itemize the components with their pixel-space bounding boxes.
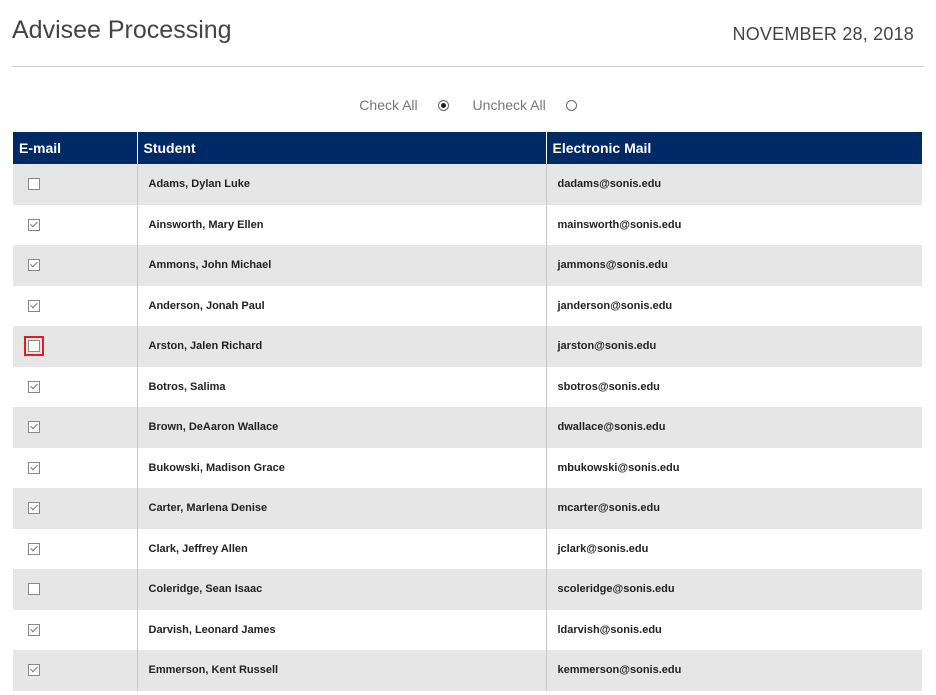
- student-name: Arston, Jalen Richard: [137, 326, 546, 367]
- email-checkbox-cell: [13, 245, 137, 286]
- email-checkbox-cell: [13, 205, 137, 246]
- uncheck-all-radio[interactable]: [566, 100, 577, 111]
- check-all-radio[interactable]: [438, 100, 449, 111]
- email-checkbox-cell: [13, 488, 137, 529]
- checkbox-wrapper: [24, 458, 44, 478]
- email-checkbox-cell: [13, 407, 137, 448]
- uncheck-all-label: Uncheck All: [472, 97, 546, 113]
- table-row: [13, 205, 922, 246]
- table-header: [13, 132, 922, 164]
- table-row: [13, 650, 922, 691]
- checkbox-icon[interactable]: [28, 543, 40, 555]
- checkbox-icon[interactable]: [28, 421, 40, 433]
- check-all-control[interactable]: [359, 97, 448, 113]
- checkbox-wrapper: [24, 417, 44, 437]
- email-checkbox-cell: [13, 569, 137, 610]
- table-row: [13, 286, 922, 327]
- student-email: janderson@sonis.edu: [546, 286, 922, 327]
- table-row: [13, 245, 922, 286]
- checkbox-icon[interactable]: [28, 664, 40, 676]
- uncheck-all-control[interactable]: [473, 97, 577, 113]
- student-email: jarston@sonis.edu: [546, 326, 922, 367]
- email-checkbox-cell: [13, 367, 137, 408]
- email-checkbox-cell: [13, 610, 137, 651]
- table-body: [13, 164, 922, 691]
- checkbox-icon[interactable]: [28, 583, 40, 595]
- checkbox-icon[interactable]: [28, 259, 40, 271]
- student-email: scoleridge@sonis.edu: [546, 569, 922, 610]
- student-name: Darvish, Leonard James: [137, 610, 546, 651]
- checkbox-wrapper: [24, 377, 44, 397]
- checkbox-wrapper: [24, 296, 44, 316]
- column-header-student: Student: [137, 132, 546, 164]
- table-row: [13, 529, 922, 570]
- student-email: dadams@sonis.edu: [546, 164, 922, 205]
- checkbox-wrapper: [24, 660, 44, 680]
- checkbox-wrapper: [24, 174, 44, 194]
- student-name: Adams, Dylan Luke: [137, 164, 546, 205]
- checkbox-wrapper: [24, 620, 44, 640]
- email-checkbox-cell: [13, 164, 137, 205]
- student-email: jammons@sonis.edu: [546, 245, 922, 286]
- checkbox-wrapper: [24, 539, 44, 559]
- student-name: Ammons, John Michael: [137, 245, 546, 286]
- table-row: [13, 569, 922, 610]
- checkbox-icon[interactable]: [28, 219, 40, 231]
- student-name: Anderson, Jonah Paul: [137, 286, 546, 327]
- checkbox-icon[interactable]: [28, 502, 40, 514]
- table-row: [13, 326, 922, 367]
- student-email: dwallace@sonis.edu: [546, 407, 922, 448]
- table-row: [13, 367, 922, 408]
- student-name: Ainsworth, Mary Ellen: [137, 205, 546, 246]
- student-name: Coleridge, Sean Isaac: [137, 569, 546, 610]
- student-name: Brown, DeAaron Wallace: [137, 407, 546, 448]
- check-all-label: Check All: [359, 97, 418, 113]
- page-date: NOVEMBER 28, 2018: [732, 24, 914, 44]
- checkbox-icon[interactable]: [28, 340, 40, 352]
- table-row: [13, 448, 922, 489]
- advisee-table: [13, 132, 922, 691]
- checkbox-icon[interactable]: [28, 381, 40, 393]
- student-name: Bukowski, Madison Grace: [137, 448, 546, 489]
- table-row: [13, 407, 922, 448]
- column-header-email: E-mail: [13, 132, 137, 164]
- student-name: Carter, Marlena Denise: [137, 488, 546, 529]
- student-email: ldarvish@sonis.edu: [546, 610, 922, 651]
- email-checkbox-cell: [13, 650, 137, 691]
- checkbox-wrapper: [24, 498, 44, 518]
- student-name: Clark, Jeffrey Allen: [137, 529, 546, 570]
- checkbox-icon[interactable]: [28, 462, 40, 474]
- student-name: Botros, Salima: [137, 367, 546, 408]
- student-email: mainsworth@sonis.edu: [546, 205, 922, 246]
- checkbox-wrapper: [24, 579, 44, 599]
- student-email: mbukowski@sonis.edu: [546, 448, 922, 489]
- checkbox-icon[interactable]: [28, 300, 40, 312]
- page-title: Advisee Processing: [12, 16, 232, 44]
- header-divider: [12, 66, 924, 67]
- checkbox-icon[interactable]: [28, 624, 40, 636]
- check-controls: [0, 97, 936, 113]
- checkbox-wrapper: [24, 255, 44, 275]
- table-row: [13, 164, 922, 205]
- email-checkbox-cell: [13, 326, 137, 367]
- student-email: mcarter@sonis.edu: [546, 488, 922, 529]
- table-row: [13, 488, 922, 529]
- student-email: jclark@sonis.edu: [546, 529, 922, 570]
- student-email: kemmerson@sonis.edu: [546, 650, 922, 691]
- email-checkbox-cell: [13, 529, 137, 570]
- email-checkbox-cell: [13, 286, 137, 327]
- student-email: sbotros@sonis.edu: [546, 367, 922, 408]
- student-name: Emmerson, Kent Russell: [137, 650, 546, 691]
- table-row: [13, 610, 922, 651]
- highlight-box: [24, 336, 44, 356]
- checkbox-wrapper: [24, 215, 44, 235]
- checkbox-icon[interactable]: [28, 178, 40, 190]
- column-header-electronic-mail: Electronic Mail: [546, 132, 922, 164]
- email-checkbox-cell: [13, 448, 137, 489]
